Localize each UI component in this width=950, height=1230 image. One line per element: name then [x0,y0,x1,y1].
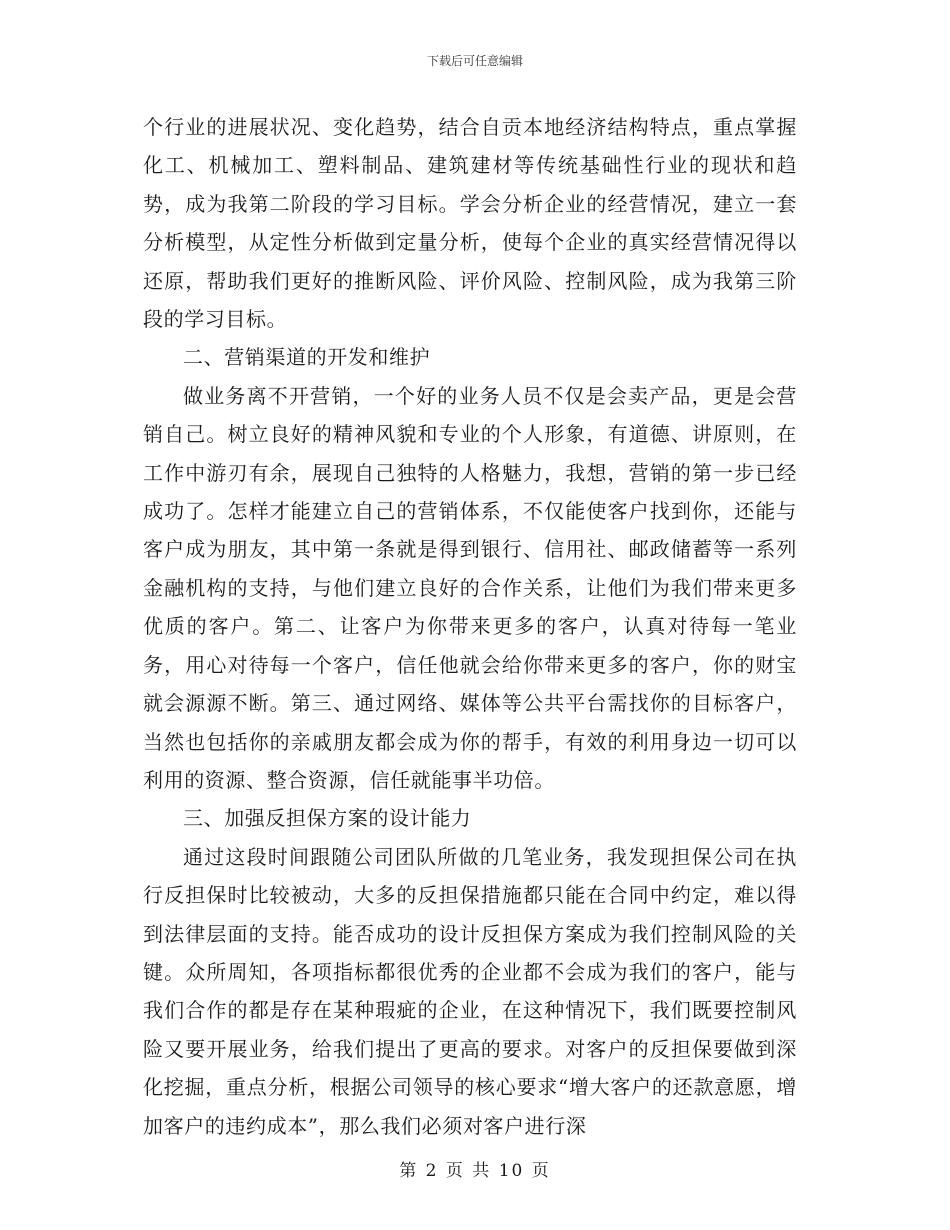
paragraph-counter-guarantee: 通过这段时间跟随公司团队所做的几笔业务，我发现担保公司在执行反担保时比较被动，大多的反担保措施都只能在合同中约定，难以得到法律层面的支持。能否成功的设计反担保方案成为我们控制风险的关键。众所周知，各项指标都很优秀的企业都不会成为我们的客户，能与我们合作的都是存在某种瑕疵的企业，在这种情况下，我们既要控制风险又要开展业务，给我们提出了更高的要求。对客户的反担保要做到深化挖掘，重点分析，根据公司领导的核心要求“增大客户的还款意愿，增加客户的违约成本”，那么我们必须对客户进行深 [143,844,797,1138]
document-body [143,108,797,1145]
page-number-footer: 第 2 页 共 10 页 [399,1161,551,1181]
section-heading-counter-guarantee: 三、加强反担保方案的设计能力 [183,806,472,831]
page-header: 下载后可任意编辑 [426,54,523,68]
paragraph-marketing: 做业务离不开营销，一个好的业务人员不仅是会卖产品，更是会营销自己。树立良好的精神风貌和专业的个人形象，有道德、讲原则，在工作中游刃有余，展现自己独特的人格魅力，我想，营销的第一步已经成功了。怎样才能建立自己的营销体系，不仅能使客户找到你，还能与客户成为朋友，其中第一条就是得到银行、信用社、邮政储蓄等一系列金融机构的支持，与他们建立良好的合作关系，让他们为我们带来更多优质的客户。第二、让客户为你带来更多的客户，认真对待每一笔业务，用心对待每一个客户，信任他就会给你带来更多的客户，你的财宝就会源源不断。第三、通过网络、媒体等公共平台需找你的目标客户，当然也包括你的亲戚朋友都会成为你的帮手，有效的利用身边一切可以利用的资源、整合资源，信任就能事半功倍。 [143,383,797,792]
section-heading-marketing: 二、营销渠道的开发和维护 [183,345,431,370]
paragraph-continuation: 个行业的进展状况、变化趋势，结合自贡本地经济结构特点，重点掌握化工、机械加工、塑料制品、建筑建材等传统基础性行业的现状和趋势，成为我第二阶段的学习目标。学会分析企业的经营情况，建立一套分析模型，从定性分析做到定量分析，使每个企业的真实经营情况得以还原，帮助我们更好的推断风险、评价风险、控制风险，成为我第三阶段的学习目标。 [143,115,797,332]
